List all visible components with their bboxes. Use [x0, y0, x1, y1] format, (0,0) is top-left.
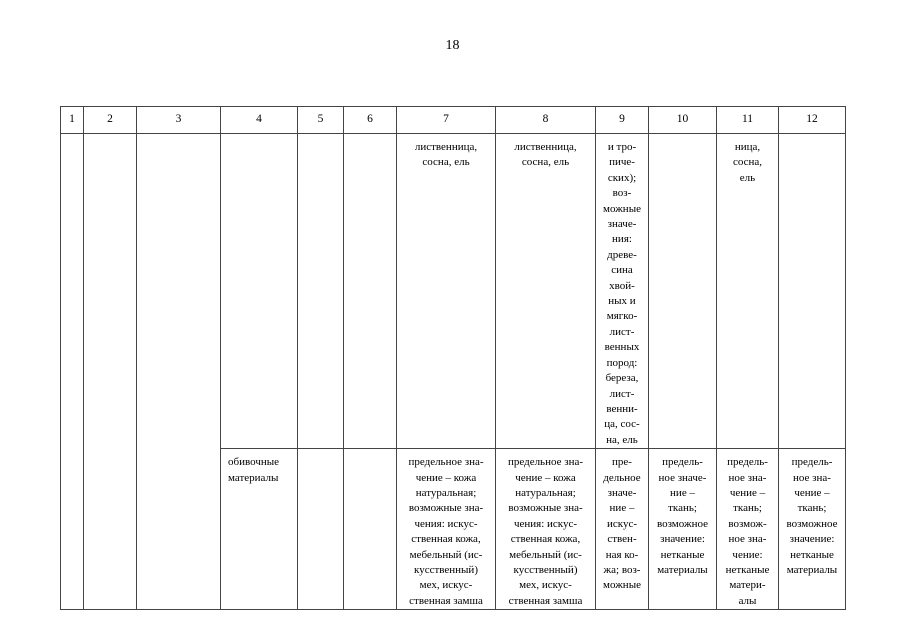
- column-number-3: 3: [137, 107, 221, 134]
- cell-r1-c5: [298, 134, 344, 449]
- cell-r1-c4: [221, 134, 298, 449]
- cell-r1-c6: [344, 134, 397, 449]
- cell-r1-c3: [137, 134, 221, 610]
- column-number-4: 4: [221, 107, 298, 134]
- column-number-6: 6: [344, 107, 397, 134]
- column-number-12: 12: [779, 107, 846, 134]
- cell-r2-c6: [344, 449, 397, 610]
- cell-r1-c12: [779, 134, 846, 449]
- cell-r2-c4: обивочные материалы: [221, 449, 298, 610]
- column-number-8: 8: [496, 107, 596, 134]
- column-number-1: 1: [61, 107, 84, 134]
- column-number-11: 11: [717, 107, 779, 134]
- cell-r1-c8: лиственница, сосна, ель: [496, 134, 596, 449]
- cell-r2-c11: предель- ное зна- чение – ткань; возмож- ное зна- чение: нетканые матери- алы: [717, 449, 779, 610]
- page-number: 18: [445, 38, 460, 53]
- column-number-9: 9: [596, 107, 649, 134]
- cell-r1-c7: лиственница, сосна, ель: [397, 134, 496, 449]
- table-header-row: [61, 107, 846, 134]
- cell-r2-c7: предельное зна- чение – кожа натуральная; возможные зна- чения: искус- ственная кожа, мебельный (ис- кусственный) мех, искус- ственная замша: [397, 449, 496, 610]
- cell-r2-c8: предельное зна- чение – кожа натуральная; возможные зна- чения: искус- ственная кожа, мебельный (ис- кусственный) мех, искус- ственная замша: [496, 449, 596, 610]
- column-number-7: 7: [397, 107, 496, 134]
- table-row: [61, 134, 846, 449]
- cell-r1-c9: и тро- пиче- ских); воз- можные значе- ния: древе- сина хвой- ных и мягко- лист- венных пород: береза, лист- венни- ца, сос- на, ель: [596, 134, 649, 449]
- cell-r2-c5: [298, 449, 344, 610]
- cell-r1-c11: ница, сосна, ель: [717, 134, 779, 449]
- column-number-10: 10: [649, 107, 717, 134]
- cell-r2-c12: предель- ное зна- чение – ткань; возможное значение: нетканые материалы: [779, 449, 846, 610]
- column-number-5: 5: [298, 107, 344, 134]
- cell-r1-c1: [61, 134, 84, 610]
- specification-table: [60, 106, 846, 610]
- cell-r2-c9: пре- дельное значе- ние – искус- ствен- ная ко- жа; воз- можные: [596, 449, 649, 610]
- cell-r1-c2: [84, 134, 137, 610]
- cell-r2-c10: предель- ное значе- ние – ткань; возможное значение: нетканые материалы: [649, 449, 717, 610]
- cell-r1-c10: [649, 134, 717, 449]
- column-number-2: 2: [84, 107, 137, 134]
